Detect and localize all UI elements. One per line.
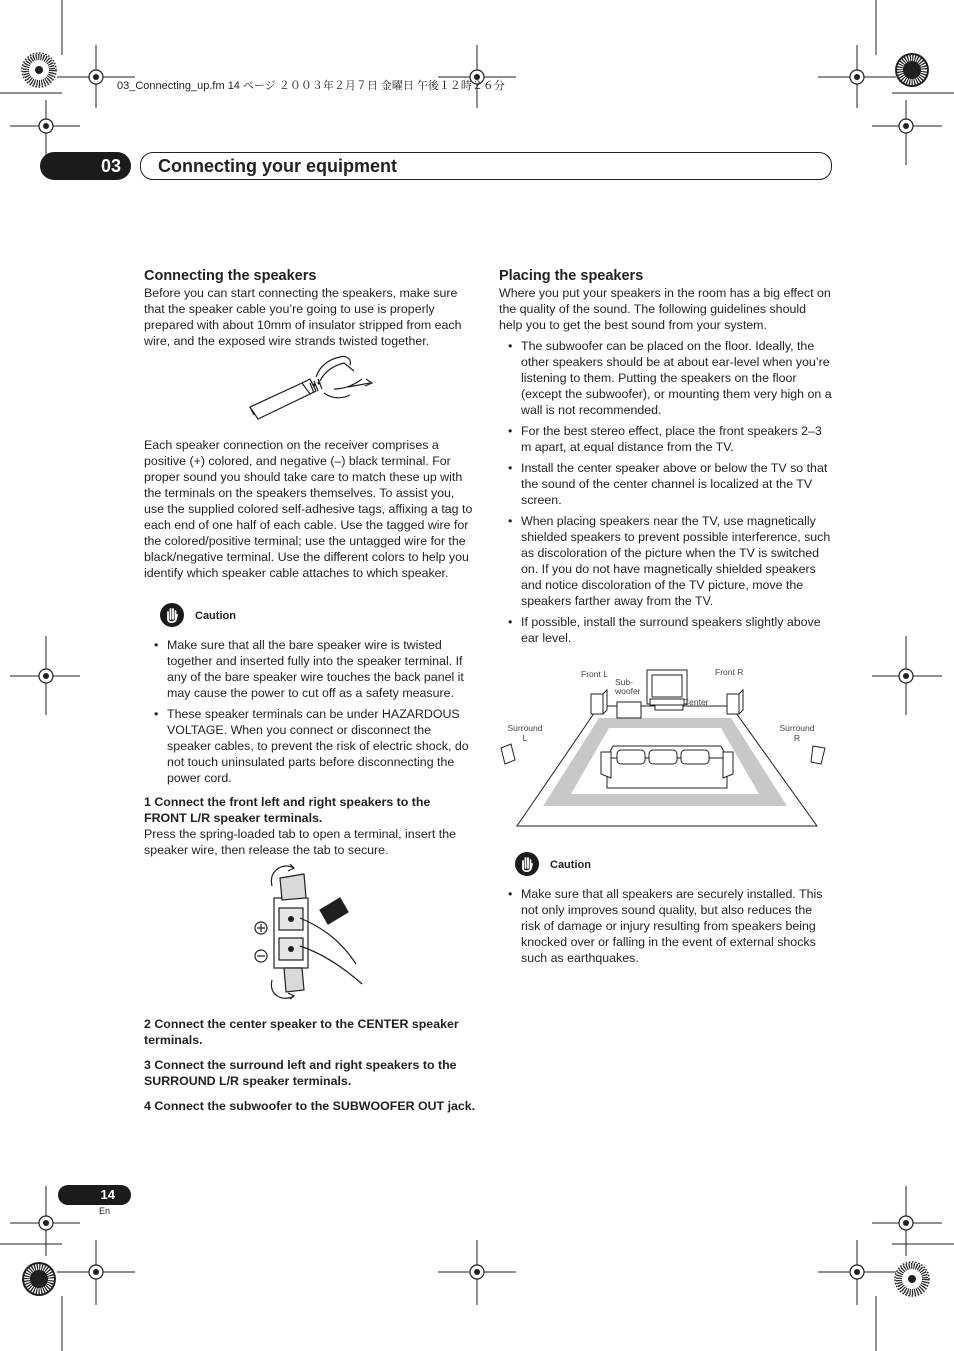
language-code: En (99, 1206, 111, 1216)
wire-twist-icon (144, 349, 476, 437)
terminal-illustration (144, 858, 476, 1006)
terminal-plus-symbol: + (239, 938, 240, 939)
speaker-terminal-icon (144, 858, 476, 1006)
label-front-l: Front L (581, 669, 608, 679)
chapter-number: 03 (40, 152, 131, 180)
caution-label: Caution (195, 610, 236, 622)
label-surround-l-2: L (522, 733, 528, 743)
list-item: • For the best stereo effect, place the front speakers 2–3 m apart, at equal distance from the TV. (499, 423, 832, 455)
label-surround-r-2: R (793, 733, 801, 743)
section-heading-connecting: Connecting the speakers (144, 268, 317, 284)
label-surround-r-1: Surround (779, 723, 815, 733)
chapter-title: Connecting your equipment (158, 156, 398, 176)
list-item: • If possible, install the surround speakers slightly above ear level. (499, 614, 832, 646)
label-subwoofer-1: Sub- (615, 677, 633, 687)
left-column (144, 267, 476, 1114)
speaker-placement-diagram (499, 658, 832, 838)
list-item: • Make sure that all speakers are securely installed. This not only improves sound quality, but also reduces the risk of damage or injury resulting from speakers being knocked over or falling in the event of external shocks such as earthquakes. (499, 886, 832, 966)
placing-intro: Where you put your speakers in the room has a big effect on the quality of the sound. The following guidelines should help you to get the best sound from your system. (499, 286, 831, 332)
room-diagram-icon (499, 658, 832, 838)
step-1-title: 1 Connect the front left and right speakers to the FRONT L/R speaker terminals. (144, 795, 431, 825)
list-item: • Make sure that all the bare speaker wire is twisted together and inserted fully into the speaker terminal. If any of the bare speaker wire touches the back panel it may cause the power to cut off as a safety measure. (145, 637, 476, 701)
label-subwoofer-2: woofer (615, 686, 641, 696)
terminal-minus-symbol: − (239, 966, 240, 967)
list-item: • These speaker terminals can be under HAZARDOUS VOLTAGE. When you connect or disconnect the speaker cables, to prevent the risk of electric shock, do not touch uninsulated parts before disconnecting the power cord. (145, 706, 476, 786)
caution-box-left (160, 603, 476, 629)
right-column (499, 267, 832, 966)
caution-hand-icon (160, 603, 184, 627)
list-item: • Install the center speaker above or below the TV so that the sound of the center channel is localized at the TV screen. (499, 460, 832, 508)
step-4: 4 Connect the subwoofer to the SUBWOOFER OUT jack. (144, 1099, 476, 1113)
placement-guidelines (499, 338, 832, 646)
list-item: • When placing speakers near the TV, use magnetically shielded speakers to prevent possible interference, such as discoloration of the picture when the TV is switched on. If you do not have magnetically shielded speakers and notice discoloration of the TV picture, move the speakers farther away from the TV. (499, 513, 832, 609)
caution-box-right (515, 852, 832, 878)
page-number: 14 (58, 1185, 131, 1205)
wire-twist-illustration (144, 349, 476, 437)
label-surround-l-1: Surround (507, 723, 543, 733)
caution-list-left (145, 637, 476, 786)
step-1-body: Press the spring-loaded tab to open a terminal, insert the speaker wire, then release the tab to secure. (144, 827, 457, 857)
caution-hand-icon (515, 852, 539, 876)
section-heading-placing: Placing the speakers (499, 268, 644, 284)
list-item: • The subwoofer can be placed on the floor. Ideally, the other speakers should be at about ear-level when you’re listening to them. Putting the speakers on the floor (except the subwoofer), or mounting them very high on a wall is not recommended. (499, 338, 832, 418)
terminal-description: Each speaker connection on the receiver comprises a positive (+) colored, and negative (–) black terminal. For proper sound you should take care to match these up with the terminals on the speakers themselves. To assist you, use the supplied colored self-adhesive tags, affixing a tag to each end of one half of each cable. Use the tagged wire for the colored/positive terminal; use the untagged wire for the black/negative terminal. Use the different colors to help you identify which speaker cable attaches to which speaker. (144, 438, 473, 580)
caution-list-right (499, 886, 832, 966)
caution-label: Caution (550, 859, 591, 871)
step-2: 2 Connect the center speaker to the CENTER speaker terminals. (144, 1017, 459, 1047)
label-front-r: Front R (715, 667, 744, 677)
connecting-intro: Before you can start connecting the speakers, make sure that the speaker cable you’re going to use is properly prepared with about 10mm of insulator stripped from each wire, and the exposed wire strands twisted together. (144, 286, 462, 348)
label-center: Center (683, 697, 709, 707)
file-info: 03_Connecting_up.fm 14 ページ ２００３年２月７日 金曜日 午後１２時２６分 (117, 80, 505, 92)
step-3: 3 Connect the surround left and right speakers to the SURROUND L/R speaker terminals. (144, 1058, 457, 1088)
